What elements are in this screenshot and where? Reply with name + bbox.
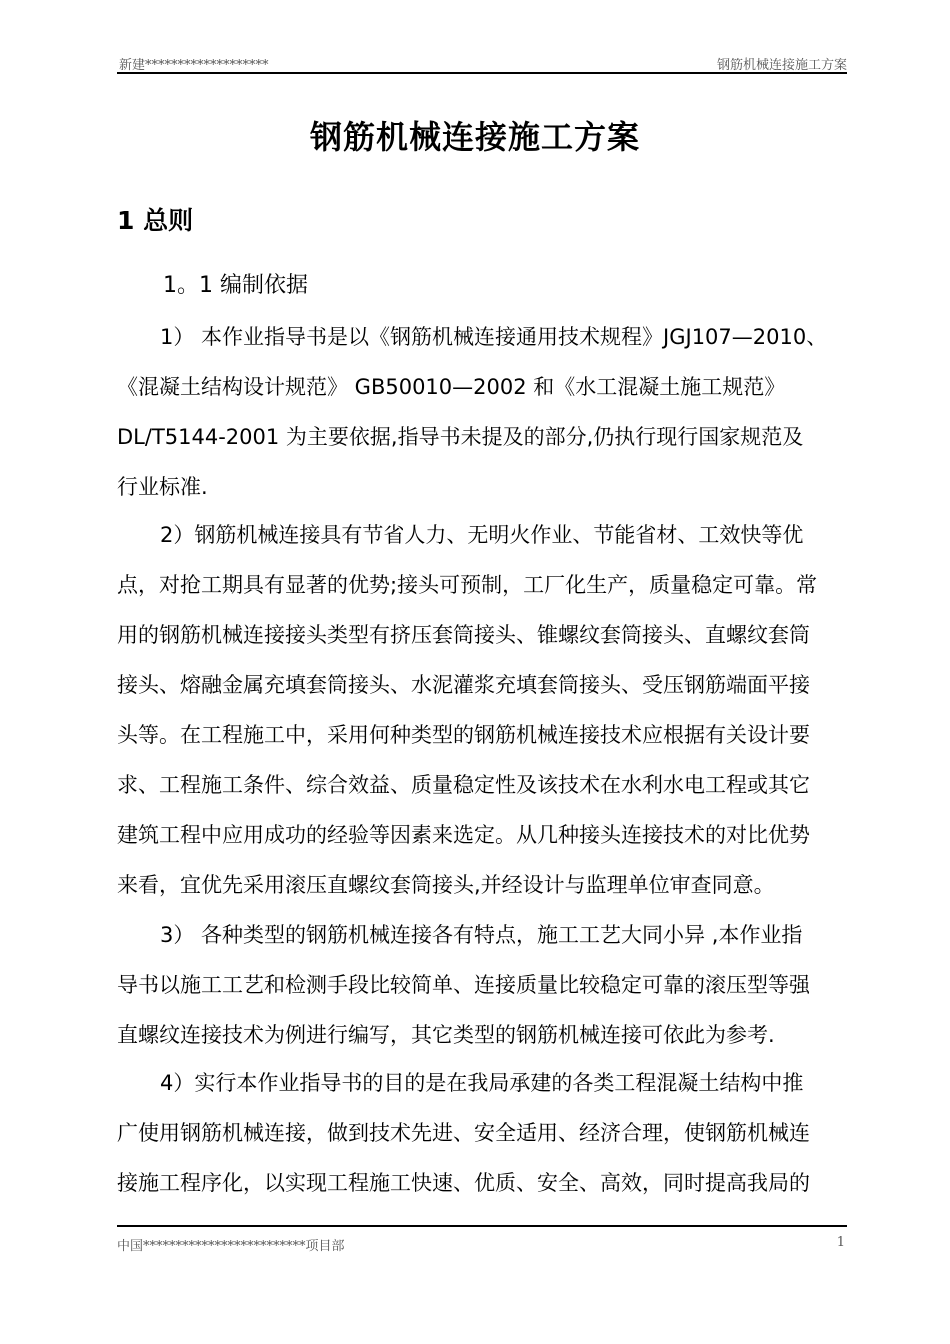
body-line: 接施工程序化，以实现工程施工快速、优质、安全、高效，同时提高我局的 [117, 1171, 810, 1195]
body-line: 建筑工程中应用成功的经验等因素来选定。从几种接头连接技术的对比优势 [117, 823, 810, 847]
body-line: 《混凝土结构设计规范》 GB50010—2002 和《水工混凝土施工规范》 [117, 375, 786, 399]
body-line: 接头、熔融金属充填套筒接头、水泥灌浆充填套筒接头、受压钢筋端面平接 [117, 673, 810, 697]
page-number: 1 [836, 1235, 845, 1250]
body-line: 点，对抢工期具有显著的优势;接头可预制，工厂化生产，质量稳定可靠。常 [117, 573, 818, 597]
body-line: 头等。在工程施工中，采用何种类型的钢筋机械连接技术应根据有关设计要 [117, 723, 810, 747]
body-line: 求、工程施工条件、综合效益、质量稳定性及该技术在水利水电工程或其它 [117, 773, 810, 797]
body-line: 来看，宜优先采用滚压直螺纹套筒接头,并经设计与监理单位审查同意。 [117, 873, 775, 897]
section-heading: 1 总则 [117, 206, 194, 235]
document-title: 钢筋机械连接施工方案 [309, 118, 640, 156]
body-line: 行业标准. [117, 475, 208, 499]
body-line: 3） 各种类型的钢筋机械连接各有特点，施工工艺大同小异 ,本作业指 [160, 923, 803, 947]
body-line: 4）实行本作业指导书的目的是在我局承建的各类工程混凝土结构中推 [160, 1071, 804, 1095]
header-left-text: 新建******************* [119, 58, 269, 73]
body-line: 1） 本作业指导书是以《钢筋机械连接通用技术规程》JGJ107—2010、 [160, 325, 828, 349]
body-line: 用的钢筋机械连接接头类型有挤压套筒接头、锥螺纹套筒接头、直螺纹套筒 [117, 623, 810, 647]
footer-left-text: 中国*************************项目部 [117, 1239, 345, 1254]
body-line: 直螺纹连接技术为例进行编写，其它类型的钢筋机械连接可依此为参考. [117, 1023, 775, 1047]
header-right-text: 钢筋机械连接施工方案 [716, 58, 847, 73]
page-footer [117, 1225, 847, 1257]
page-header [117, 52, 847, 74]
body-line: 2）钢筋机械连接具有节省人力、无明火作业、节能省材、工效快等优 [160, 523, 804, 547]
subsection-heading: 1。1 编制依据 [163, 273, 308, 298]
body-line: 导书以施工工艺和检测手段比较简单、连接质量比较稳定可靠的滚压型等强 [117, 973, 810, 997]
body-line: 广使用钢筋机械连接，做到技术先进、安全适用、经济合理，使钢筋机械连 [117, 1121, 810, 1145]
body-line: DL/T5144-2001 为主要依据,指导书未提及的部分,仍执行现行国家规范及 [117, 425, 804, 449]
